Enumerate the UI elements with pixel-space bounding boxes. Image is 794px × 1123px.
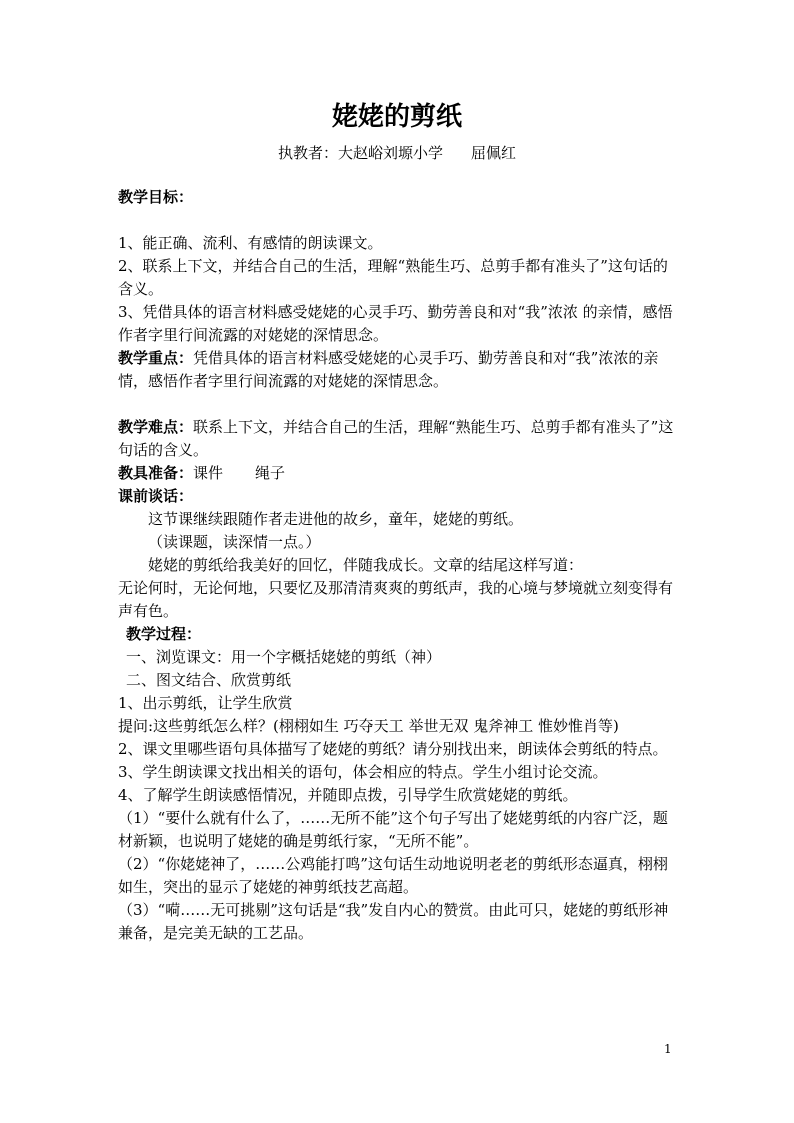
process-line: 提问:这些剪纸怎么样？(栩栩如生 巧夺天工 举世无双 鬼斧神工 惟妙惟肖等) xyxy=(118,717,619,735)
process-section: 一、浏览课文：用一个字概括姥姥的剪纸（神） xyxy=(126,648,442,666)
materials-label: 教具准备： xyxy=(118,464,194,482)
author-name: 屈佩红 xyxy=(471,144,517,162)
author-label: 执教者：大赵峪刘塬小学 xyxy=(277,144,443,162)
page-number: 1 xyxy=(664,1042,672,1056)
goal-item: 1、能正确、流利、有感情的朗读课文。 xyxy=(118,234,383,252)
process-line: 1、出示剪纸，让学生欣赏 xyxy=(118,694,293,712)
materials xyxy=(118,462,678,485)
pre-talk-paragraph: 这节课继续跟随作者走进他的故乡，童年，姥姥的剪纸。 xyxy=(148,510,524,528)
difficulty-label: 教学难点： xyxy=(118,418,194,436)
process-line: （2）“你姥姥神了，……公鸡能打鸣”这句话生动地说明老老的剪纸形态逼真，栩栩如生，突出的显示了姥姥的神剪纸技艺高超。 xyxy=(118,855,668,896)
difficulty-text: 联系上下文，并结合自己的生活，理解“熟能生巧、总剪手都有准头了”这句话的含义。 xyxy=(118,418,674,459)
key-point-label: 教学重点： xyxy=(118,349,194,367)
difficulty xyxy=(118,416,678,462)
pre-talk-paragraph: 姥姥的剪纸给我美好的回忆，伴随我成长。文章的结尾这样写道： xyxy=(148,556,584,574)
process-line: （3）“嗬……无可挑剔”这句话是“我”发自内心的赞赏。由此可只，姥姥的剪纸形神兼备，是完美无缺的工艺品。 xyxy=(118,901,669,942)
process-section: 二、图文结合、欣赏剪纸 xyxy=(126,671,292,689)
pre-talk-heading: 课前谈话： xyxy=(118,487,194,505)
goal-item: 3、凭借具体的语言材料感受姥姥的心灵手巧、勤劳善良和对“我”浓浓 的亲情，感悟作者字里行间流露的对姥姥的深情思念。 xyxy=(118,303,673,344)
process-line: （1）“要什么就有什么了，……无所不能”这个句子写出了姥姥剪纸的内容广泛，题材新颖，也说明了姥姥的确是剪纸行家，“无所不能”。 xyxy=(118,809,668,850)
key-point-text: 凭借具体的语言材料感受姥姥的心灵手巧、勤劳善良和对“我”浓浓的亲情，感悟作者字里行间流露的对姥姥的深情思念。 xyxy=(118,349,659,390)
document-body xyxy=(118,186,678,945)
document-title: 姥姥的剪纸 xyxy=(331,102,462,132)
process-line: 3、学生朗读课文找出相关的语句，体会相应的特点。学生小组讨论交流。 xyxy=(118,763,608,781)
goal-item: 2、联系上下文，并结合自己的生活，理解“熟能生巧、总剪手都有准头了”这句话的含义。 xyxy=(118,257,668,298)
pre-talk-paragraph: （读课题，读深情一点。） xyxy=(148,533,321,551)
author-line xyxy=(0,142,794,164)
process-line: 2、课文里哪些语句具体描写了姥姥的剪纸？请分别找出来，朗读体会剪纸的特点。 xyxy=(118,740,668,758)
key-point xyxy=(118,347,678,393)
process-line: 4、了解学生朗读感悟情况，并随即点拨，引导学生欣赏姥姥的剪纸。 xyxy=(118,786,578,804)
process-heading: 教学过程： xyxy=(126,625,202,643)
goals-heading: 教学目标： xyxy=(118,188,194,206)
materials-item: 课件 xyxy=(193,464,224,482)
materials-item: 绳子 xyxy=(255,464,286,482)
pre-talk-paragraph: 无论何时，无论何地，只要忆及那清清爽爽的剪纸声，我的心境与梦境就立刻变得有声有色。 xyxy=(118,579,674,620)
